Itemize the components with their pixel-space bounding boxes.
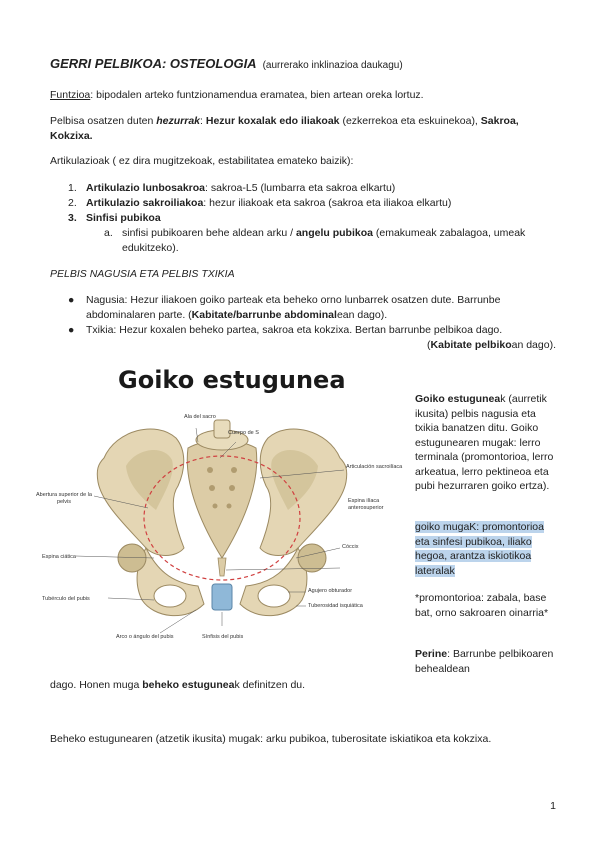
highlighted-text: goiko mugaK: promontorioa eta sinfesi pubikoa, iliako hegoa, arantza iskiotikoa lateralak	[415, 521, 544, 577]
sidebar-goiko-text: k (aurretik ikusita) pelbis nagusia eta txikia banatzen ditu. Goiko estugunearen mugak: lerro terminala (promontorioa, lerro arkeatua, lerro pektineoa eta pubi hezurraren goiko ertza).	[415, 393, 554, 492]
list-item-rest: : hezur iliakoak eta sakroa (sakroa eta iliakoa elkartu)	[203, 197, 452, 209]
figure-title: Goiko estugunea	[118, 366, 346, 394]
label-coccix: Cóccix	[342, 544, 359, 550]
funtzioa-paragraph	[50, 88, 424, 103]
sub-list-letter: a.	[104, 227, 113, 239]
list-item	[68, 323, 556, 338]
list-item	[68, 293, 556, 323]
pelbisa-text-1: Pelbisa osatzen duten	[50, 115, 157, 127]
perine-text: : Barrunbe pelbikoaren behealdean	[415, 648, 554, 675]
list-item-bold: Artikulazio lunbosakroa	[86, 182, 206, 194]
title-sub: (aurrerako inklinazioa daukagu)	[262, 60, 403, 71]
label-ala-sacro: Ala del sacro	[184, 414, 216, 420]
nagusia-text-2: ean dago).	[336, 309, 388, 321]
pelbisa-text-2: (ezkerrekoa eta eskuinekoa),	[339, 115, 481, 127]
label-sinfisis: Sínfisis del pubis	[202, 634, 244, 640]
sidebar-goiko-bold: Goiko estugunea	[415, 393, 501, 405]
label-cuerpo-s1: Cuerpo de S	[228, 430, 259, 436]
sidebar-note: *promontorioa: zabala, base bat, orno sakroaren oinarria*	[415, 592, 549, 619]
page-number: 1	[550, 800, 556, 812]
sidebar-goiko-paragraph	[415, 392, 555, 494]
title-main: GERRI PELBIKOA: OSTEOLOGIA	[50, 56, 257, 71]
funtzioa-label: Funtzioa	[50, 89, 91, 101]
bullet-dot-icon: ●	[68, 294, 75, 306]
label-articulacion: Articulación sacroilíaca	[346, 464, 403, 470]
continuation-text-2: k definitzen du.	[234, 679, 306, 691]
list-item-bold: Artikulazio sakroiliakoa	[86, 197, 204, 209]
sub-item-bold: angelu pubikoa	[295, 227, 373, 239]
label-tuberosidad: Tuberosidad isquiática	[308, 603, 363, 609]
sidebar-perine	[415, 647, 555, 676]
label-tuberculo: Tubérculo del pubis	[42, 596, 90, 602]
perine-bold: Perine	[415, 648, 448, 660]
pelbisa-paragraph	[50, 114, 555, 144]
list-item	[68, 196, 556, 211]
txikia-bold: Kabitate pelbiko	[430, 339, 512, 351]
continuation-bold: beheko estugunea	[142, 679, 235, 691]
pelbisa-hezur-koxalak: Hezur koxalak edo iliakoak	[205, 115, 340, 127]
nagusia-bold: Kabitate/barrunbe abdominal	[191, 309, 337, 321]
page-title	[50, 56, 403, 71]
label-arco: Arco o ángulo del pubis	[116, 634, 174, 640]
pelbisa-colon: :	[200, 115, 206, 127]
continuation-paragraph	[50, 678, 305, 693]
label-espina-iliaca: Espina ilíaca anterosuperior	[348, 498, 384, 511]
sub-item-text-1: sinfisi pubikoaren behe aldean arku /	[122, 227, 296, 239]
label-abertura: Abertura superior de la pelvis	[36, 492, 92, 505]
beheko-paragraph: Beheko estugunearen (atzetik ikusita) mugak: arku pubikoa, tuberositate iskiatikoa eta kokzixa.	[50, 733, 492, 745]
label-espina-isquiatica: Espina ciática	[42, 554, 76, 560]
list-item-rest: : sakroa-L5 (lumbarra eta sakroa elkartu)	[205, 182, 396, 194]
list-item	[68, 181, 556, 196]
funtzioa-text: : bipodalen arteko funtzionamendua eramatea, bien artean oreka lortuz.	[90, 89, 424, 101]
list-number: 3.	[68, 212, 77, 224]
txikia-text-2: an dago).	[511, 339, 556, 351]
pelbisa-sakroa: Sakroa, Kokzixa.	[50, 115, 519, 142]
label-agujero: Agujero obturador	[308, 588, 353, 594]
list-item-bold: Sinfisi pubikoa	[86, 212, 161, 224]
sidebar-highlight	[415, 520, 555, 578]
artikulazioak-list	[68, 181, 556, 256]
sub-item-text-2: (emakumeak zabalagoa, umeak edukitzeko).	[122, 227, 526, 254]
txikia-text-1: Txikia: Hezur koxalen beheko partea, sakroa eta kokzixa. Bertan barrunbe pelbikoa dago.	[86, 324, 503, 336]
sub-list-item	[104, 226, 556, 256]
pelbis-bullets	[68, 293, 556, 353]
pelbisa-hezurrak: hezurrak	[156, 115, 201, 127]
nagusia-text-1: Nagusia: Hezur iliakoen goiko parteak eta beheko orno lunbarrek osatzen dute. Barrunbe abdominalaren parte. (	[86, 294, 501, 321]
list-item	[68, 211, 556, 226]
bullet-dot-icon: ●	[68, 324, 75, 336]
txikia-open: (	[427, 339, 431, 351]
continuation-text-1: dago. Honen muga	[50, 679, 143, 691]
list-number: 1.	[68, 182, 77, 194]
list-number: 2.	[68, 197, 77, 209]
pelvis-illustration	[36, 408, 408, 648]
artikulazioak-intro: Artikulazioak ( ez dira mugitzekoak, estabilitatea emateko baizik):	[50, 155, 354, 167]
pelvis-figure	[36, 408, 408, 648]
pelbis-heading: PELBIS NAGUSIA ETA PELBIS TXIKIA	[50, 268, 235, 280]
txikia-continuation	[86, 338, 556, 353]
